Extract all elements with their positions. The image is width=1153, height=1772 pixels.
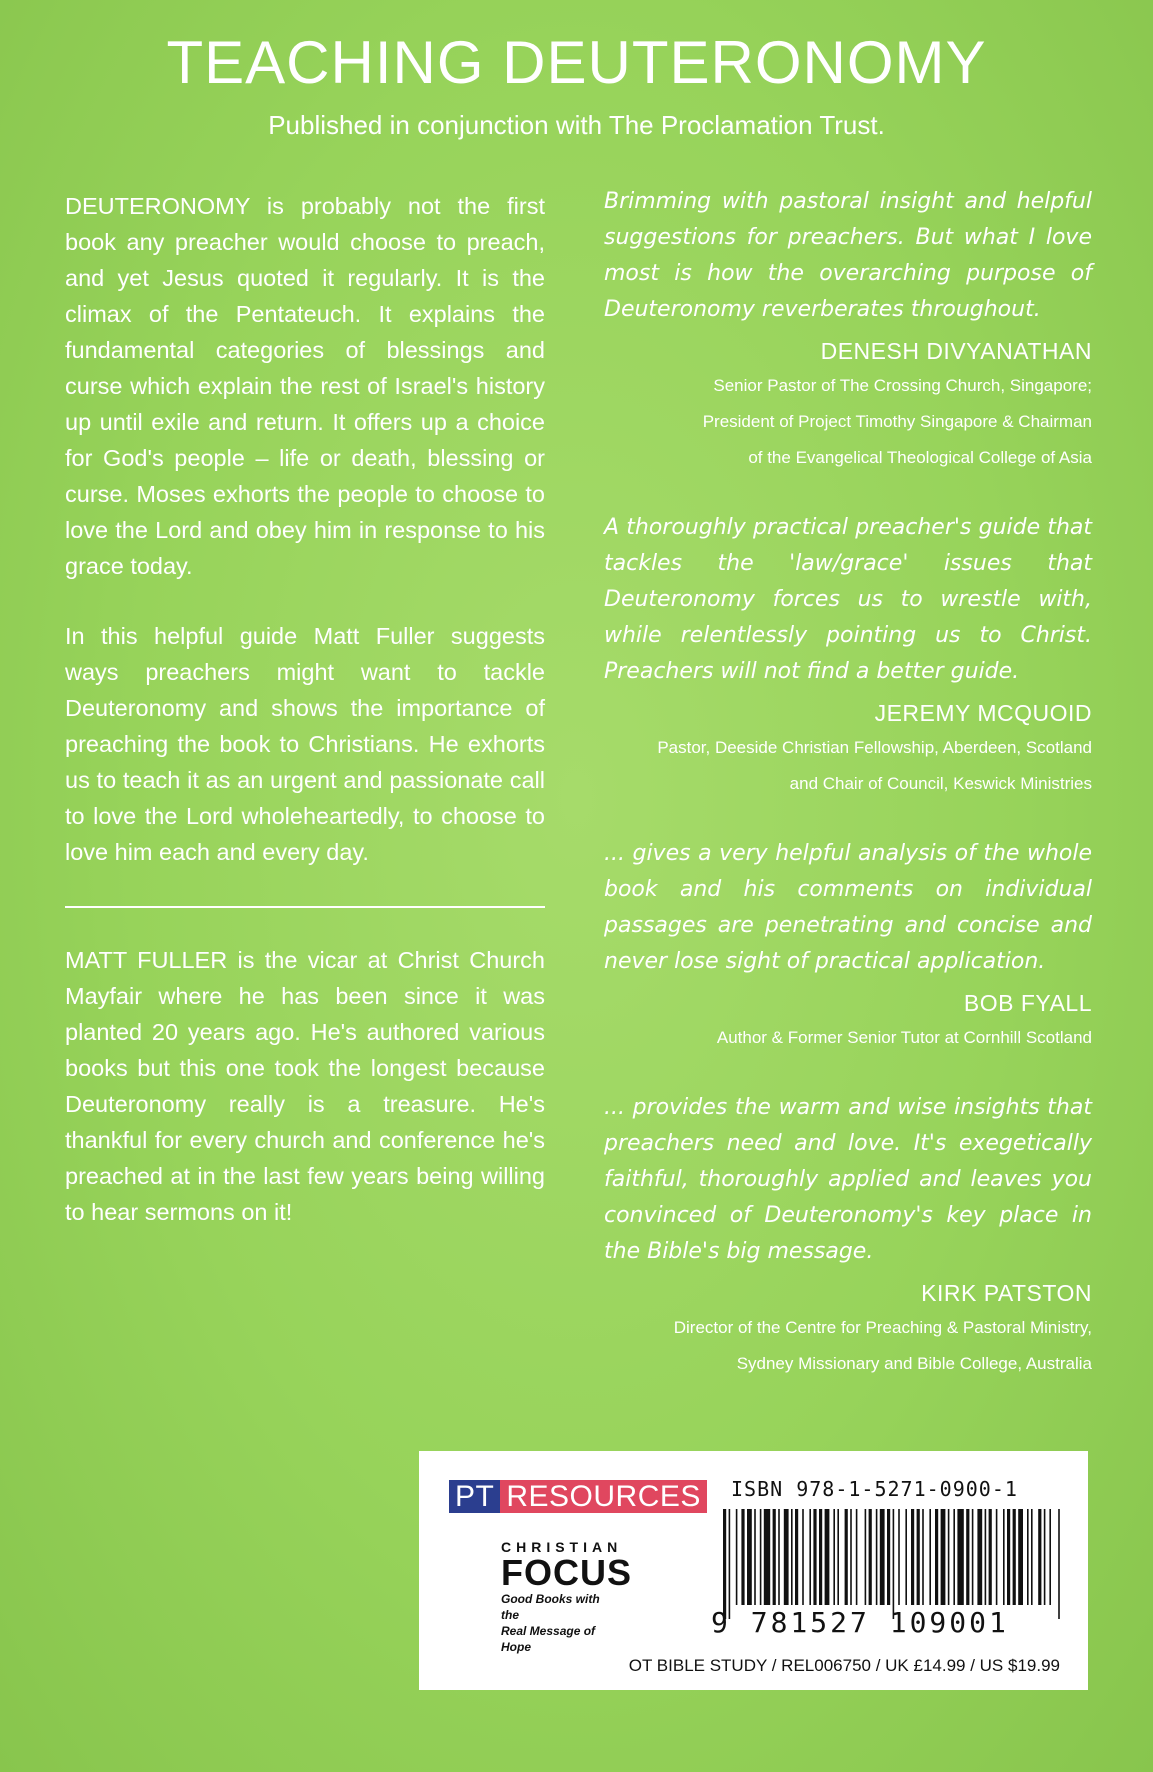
isbn-label: ISBN 978-1-5271-0900-1 — [731, 1477, 1018, 1501]
endorsement-3 — [604, 836, 1092, 1056]
barcode-panel — [419, 1451, 1088, 1690]
pt-logo-text: PT — [449, 1480, 500, 1513]
cf-logo-top: CHRISTIAN — [501, 1539, 623, 1555]
endorsement-quote: ... provides the warm and wise insights that preachers need and love. It's exegetically faithful, thoroughly applied and leaves you convinced of Deuteronomy's key place in the Bible's big message. — [604, 1095, 1092, 1264]
endorser-title-line: President of Project Timothy Singapore & Chairman — [702, 412, 1092, 431]
endorser-name: JEREMY MCQUOID — [874, 700, 1092, 726]
cf-logo-tagline: Good Books with the — [501, 1592, 600, 1622]
endorsement-quote: Brimming with pastoral insight and helpful suggestions for preachers. But what I love most is how the overarching purpose of Deuteronomy reverberates throughout. — [604, 189, 1092, 322]
endorser-title-line: of the Evangelical Theological College of Asia — [748, 448, 1092, 467]
endorser-title-line: Sydney Missionary and Bible College, Australia — [736, 1354, 1092, 1373]
book-title: TEACHING DEUTERONOMY — [166, 29, 987, 96]
endorser-title-line: Senior Pastor of The Crossing Church, Singapore; — [713, 376, 1092, 395]
endorsement-1 — [604, 184, 1092, 476]
description-paragraph-2: In this helpful guide Matt Fuller suggests ways preachers might want to tackle Deuteronomy and shows the importance of preaching the book to Christians. He exhorts us to teach it as an urgent and passionate call to love the Lord wholeheartedly, to choose to love him each and every day. — [65, 623, 545, 865]
endorsement-quote: A thoroughly practical preacher's guide that tackles the 'law/grace' issues that Deuteronomy forces us to wrestle with, while relentlessly pointing us to Christ. Preachers will not find a better guide. — [604, 515, 1092, 684]
endorsement-2 — [604, 510, 1092, 802]
price-line: OT BIBLE STUDY / REL006750 / UK £14.99 / US $19.99 — [628, 1656, 1060, 1675]
resources-logo-text: RESOURCES — [500, 1480, 707, 1513]
book-subtitle: Published in conjunction with The Proclamation Trust. — [268, 110, 885, 140]
endorsement-4 — [604, 1090, 1092, 1382]
endorser-name: DENESH DIVYANATHAN — [820, 338, 1092, 364]
christian-focus-logo — [501, 1539, 632, 1655]
barcode-digits: 9 781527 109001 — [711, 1606, 1009, 1639]
section-divider — [65, 906, 545, 908]
pt-resources-logo — [449, 1480, 707, 1513]
barcode-icon — [719, 1509, 1065, 1619]
endorser-name: KIRK PATSTON — [921, 1280, 1092, 1306]
endorser-title-line: and Chair of Council, Keswick Ministries — [789, 774, 1092, 793]
endorsement-quote: ... gives a very helpful analysis of the whole book and his comments on individual passages are penetrating and concise and never lose sight of practical application. — [604, 841, 1092, 974]
endorser-title-line: Author & Former Senior Tutor at Cornhill Scotland — [716, 1028, 1092, 1047]
endorser-title-line: Director of the Centre for Preaching & Pastoral Ministry, — [673, 1318, 1092, 1337]
endorser-name: BOB FYALL — [963, 990, 1092, 1016]
endorsements-column — [604, 184, 1092, 1416]
author-bio: MATT FULLER is the vicar at Christ Church Mayfair where he has been since it was planted 20 years ago. He's authored various books but this one took the longest because Deuteronomy really is a treasure. He's thankful for every church and conference he's preached at in the last few years being willing to hear sermons on it! — [65, 947, 545, 1225]
cf-logo-tagline: Real Message of Hope — [501, 1624, 596, 1654]
cf-logo-main: FOCUS — [501, 1552, 632, 1593]
description-paragraph-1: DEUTERONOMY is probably not the first book any preacher would choose to preach, and yet Jesus quoted it regularly. It is the climax of the Pentateuch. It explains the fundamental categories of blessings and curse which explain the rest of Israel's history up until exile and return. It offers up a choice for God's people – life or death, blessing or curse. Moses exhorts the people to choose to love the Lord and obey him in response to his grace today. — [65, 193, 545, 579]
description-column — [65, 188, 545, 1230]
endorser-title-line: Pastor, Deeside Christian Fellowship, Aberdeen, Scotland — [657, 738, 1092, 757]
